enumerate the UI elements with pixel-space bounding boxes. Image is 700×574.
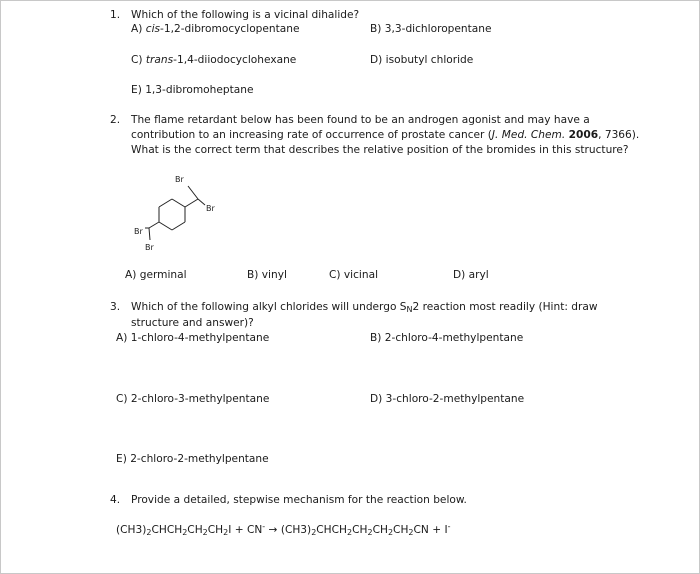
question-2-line2: contribution to an increasing rate of occurrence of prostate cancer (J. Med. Chem. 2006, 7366). bbox=[131, 129, 640, 141]
question-2-number: 2. bbox=[110, 114, 121, 126]
question-3-line1: Which of the following alkyl chlorides will undergo $S_N2$ reaction most readily (Hint: draw bbox=[131, 301, 598, 314]
q3-option-e: E) 2-chloro-2-methylpentane bbox=[116, 453, 269, 465]
cyclohexane-ring bbox=[159, 199, 185, 230]
q1-option-e: E) 1,3-dibromoheptane bbox=[131, 84, 254, 96]
q2-option-d: D) aryl bbox=[453, 269, 489, 281]
q3-option-c: C) 2-chloro-3-methylpentane bbox=[116, 393, 270, 405]
question-1-number: 1. bbox=[110, 9, 121, 21]
question-2-line3: What is the correct term that describes the relative position of the bromides in this structure? bbox=[131, 144, 629, 156]
question-3-line2: structure and answer)? bbox=[131, 317, 254, 329]
bromine-label-bottom: Br bbox=[145, 243, 154, 252]
q1-option-d: D) isobutyl chloride bbox=[370, 54, 474, 66]
question-4-text: Provide a detailed, stepwise mechanism for the reaction below. bbox=[131, 494, 467, 506]
q1-option-c: C) trans-1,4-diiodocyclohexane bbox=[131, 54, 297, 66]
reaction-equation: $(CH3)_2CHCH_2CH_2CH_2I + CN^-$ → $(CH3)_2CHCH_2CH_2CH_2CH_2CN + I^-$ bbox=[116, 522, 451, 537]
question-3-number: 3. bbox=[110, 301, 121, 313]
bromine-label-left: Br bbox=[134, 227, 143, 236]
q1-option-b: B) 3,3-dichloropentane bbox=[370, 23, 492, 35]
substituent-bonds bbox=[145, 186, 205, 240]
q2-option-a: A) germinal bbox=[125, 269, 187, 281]
question-1-text: Which of the following is a vicinal dihalide? bbox=[131, 9, 360, 21]
q3-option-b: B) 2-chloro-4-methylpentane bbox=[370, 332, 524, 344]
question-2-line1: The flame retardant below has been found to be an androgen agonist and may have a bbox=[131, 114, 590, 126]
q2-option-b: B) vinyl bbox=[247, 269, 287, 281]
q2-option-c: C) vicinal bbox=[329, 269, 379, 281]
reaction-arrow: → bbox=[265, 524, 281, 536]
flame-retardant-structure bbox=[125, 170, 225, 255]
bromine-label-right: Br bbox=[206, 204, 215, 213]
q1-option-a: A) cis-1,2-dibromocyclopentane bbox=[131, 23, 300, 35]
question-4-number: 4. bbox=[110, 494, 121, 506]
q3-option-a: A) 1-chloro-4-methylpentane bbox=[116, 332, 270, 344]
q3-option-d: D) 3-chloro-2-methylpentane bbox=[370, 393, 525, 405]
bromine-label-top: Br bbox=[175, 175, 184, 184]
